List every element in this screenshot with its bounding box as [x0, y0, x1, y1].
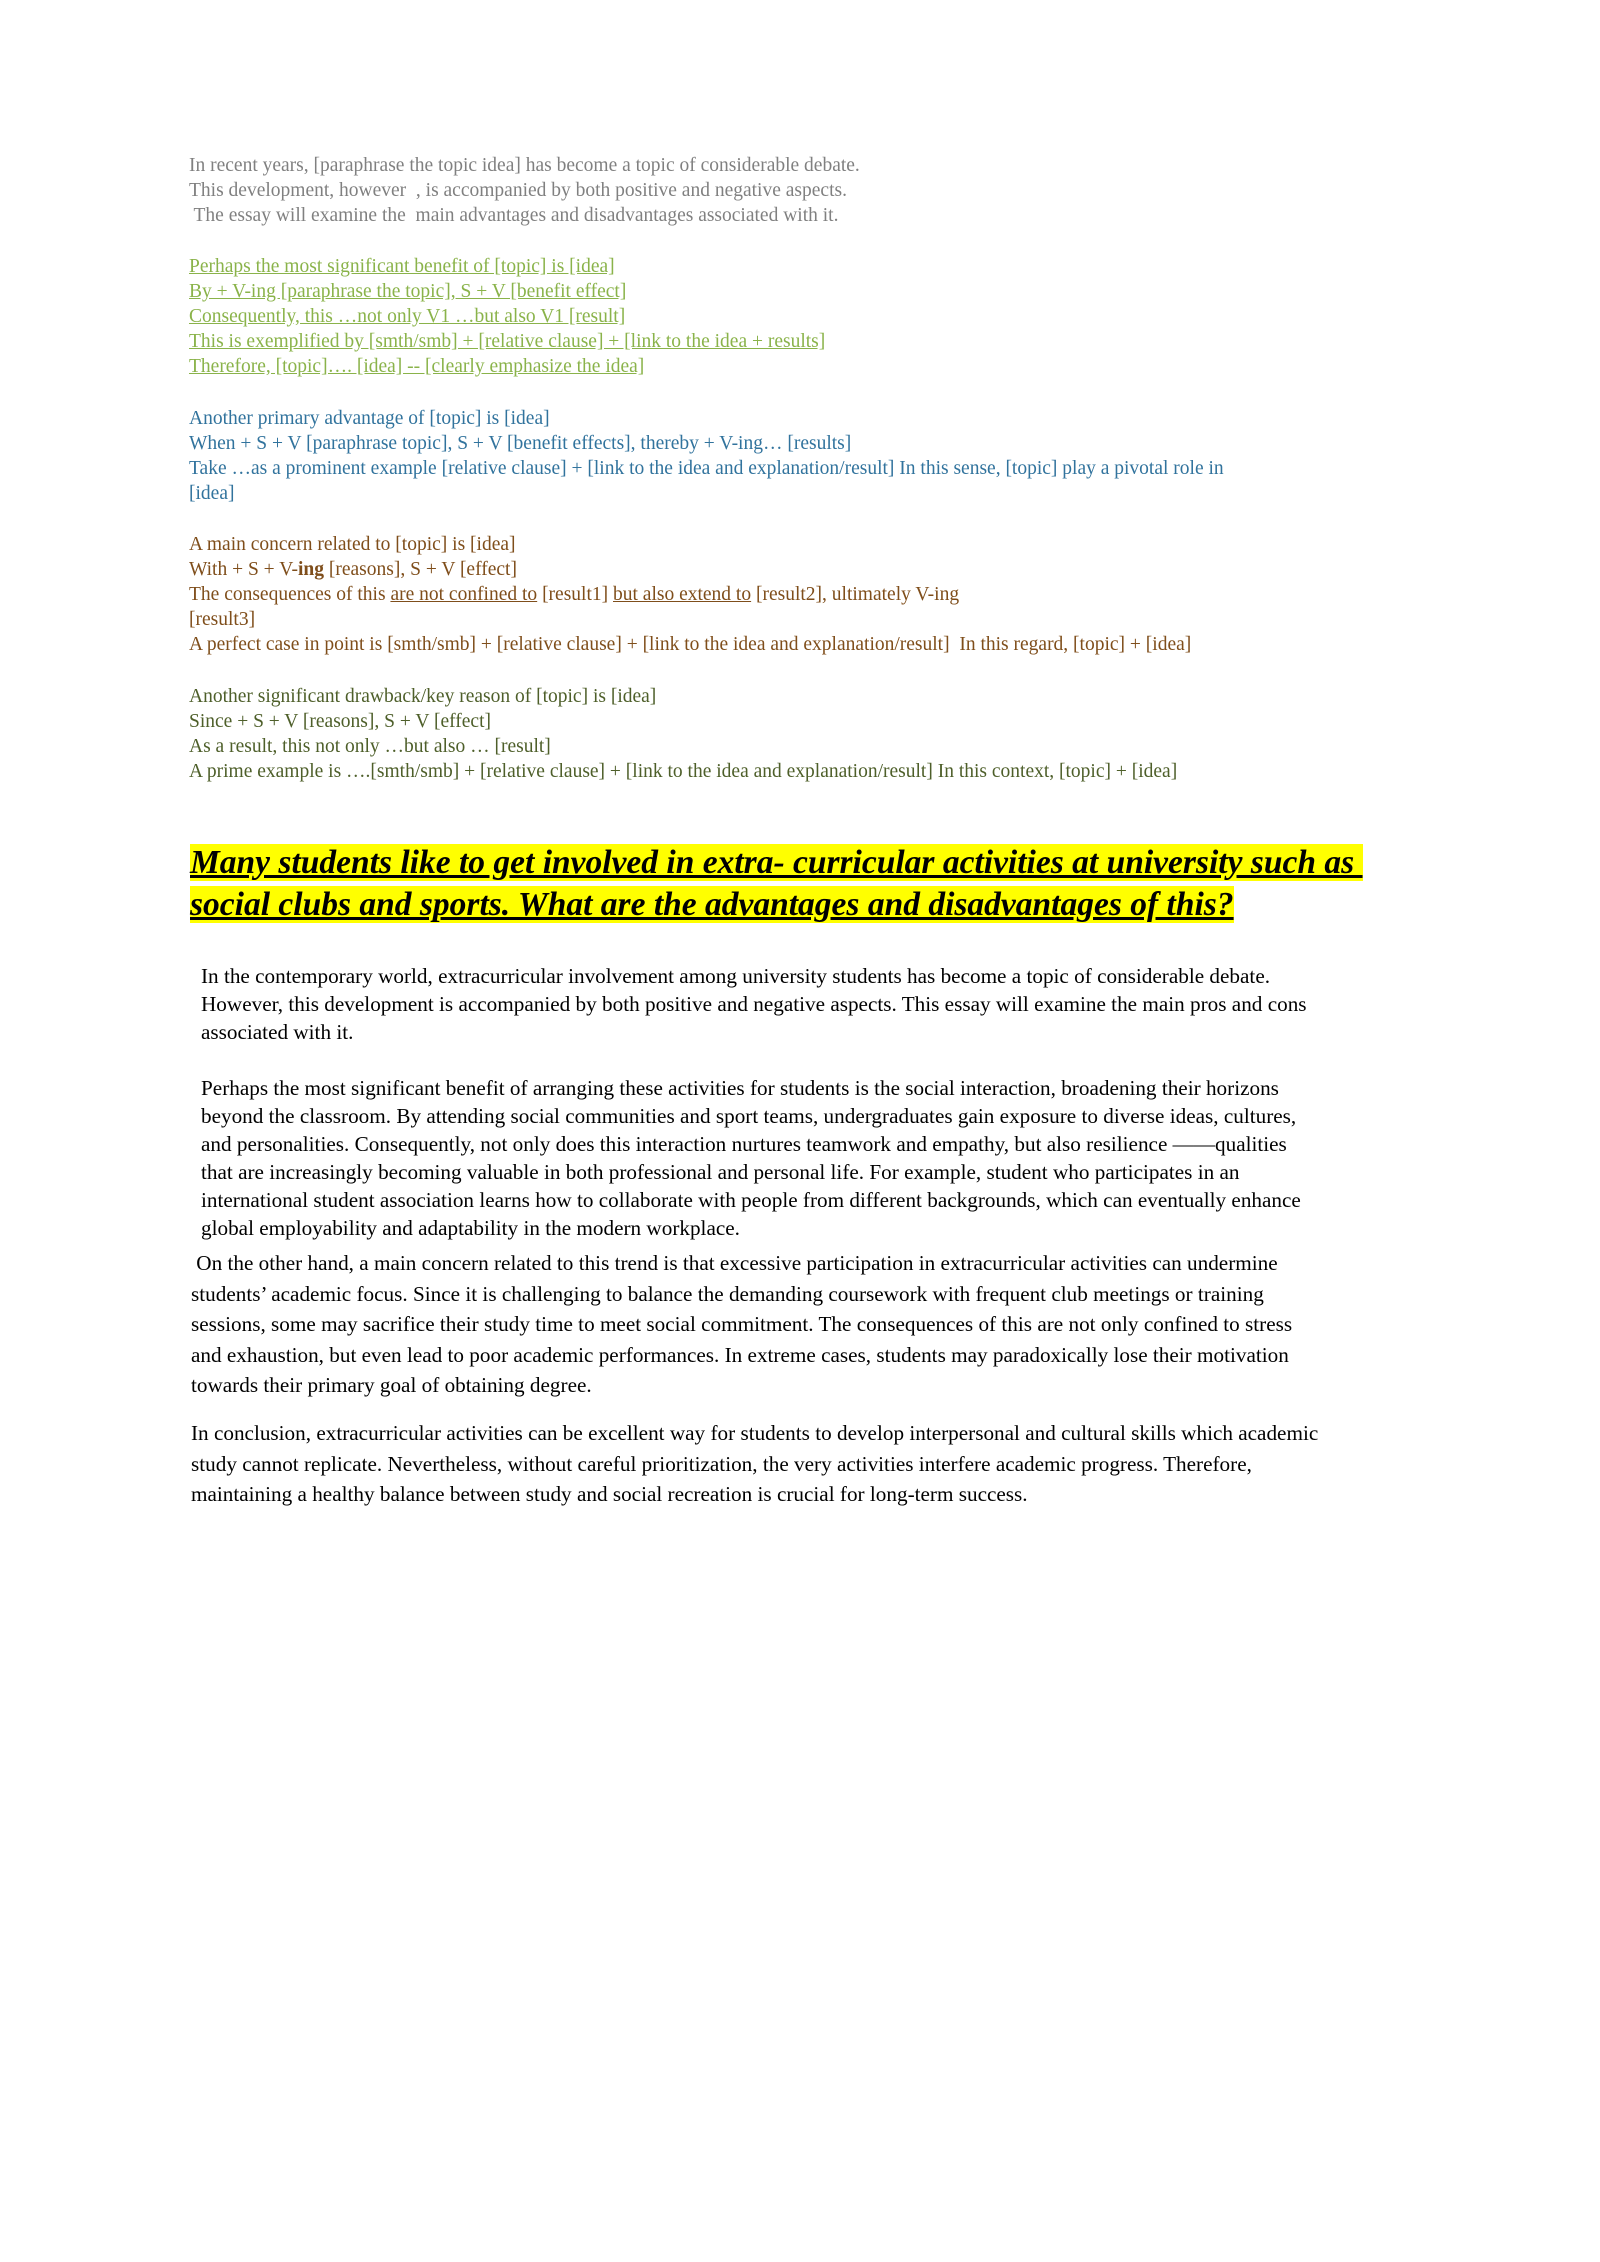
template-line: Another primary advantage of [topic] is [idea]: [189, 408, 550, 429]
template-line: Perhaps the most significant benefit of [topic] is [idea]: [189, 256, 615, 277]
template-intro: [189, 153, 860, 228]
template-line: As a result, this not only …but also … [result]: [189, 736, 551, 757]
text-run: [result1]: [537, 584, 613, 605]
template-line: Since + S + V [reasons], S + V [effect]: [189, 711, 491, 732]
essay-introduction: [201, 962, 1307, 1046]
essay-line: sessions, some may sacrifice their study time to meet social commitment. The consequences of this are not only confined to stress: [191, 1312, 1293, 1336]
template-line: [189, 557, 1191, 582]
essay-line: However, this development is accompanied by both positive and negative aspects. This essay will examine the main pros and cons: [201, 992, 1307, 1016]
essay-body-2: [191, 1248, 1292, 1401]
essay-line: beyond the classroom. By attending social communities and sport teams, undergraduates gain exposure to diverse ideas, cultures,: [201, 1104, 1297, 1128]
essay-line: global employability and adaptability in the modern workplace.: [201, 1216, 740, 1240]
template-line: Another significant drawback/key reason of [topic] is [idea]: [189, 686, 657, 707]
text-run: [result2], ultimately V-ing: [751, 584, 960, 605]
essay-line: and exhaustion, but even lead to poor academic performances. In extreme cases, students may paradoxically lose their motivation: [191, 1342, 1289, 1367]
essay-line: Perhaps the most significant benefit of arranging these activities for students is the social interaction, broadening their horizons: [201, 1076, 1279, 1100]
template-line: In recent years, [paraphrase the topic idea] has become a topic of considerable debate.: [189, 155, 860, 176]
text-run: With + S + V-: [189, 559, 298, 580]
essay-line: international student association learns how to collaborate with people from different backgrounds, which can eventually enhance: [201, 1188, 1301, 1212]
essay-line: towards their primary goal of obtaining degree.: [191, 1373, 592, 1397]
essay-line: maintaining a healthy balance between study and social recreation is crucial for long-term success.: [191, 1482, 1028, 1506]
template-line: Therefore, [topic]…. [idea] -- [clearly emphasize the idea]: [189, 356, 645, 377]
question-line: [190, 842, 1480, 884]
essay-line: that are increasingly becoming valuable in both professional and personal life. For example, student who participates in an: [201, 1160, 1240, 1184]
underlined-text-run: but also extend to: [613, 584, 752, 605]
template-line: The essay will examine the main advantages and disadvantages associated with it.: [189, 205, 839, 226]
template-advantage-2: [189, 406, 1224, 506]
template-line: [result3]: [189, 609, 256, 630]
essay-line: In the contemporary world, extracurricular involvement among university students has become a topic of considerable debate.: [201, 964, 1271, 988]
bold-text-run: ing: [297, 559, 324, 580]
template-line: [189, 582, 1191, 607]
template-advantage-1: [189, 254, 825, 379]
essay-body-1: [201, 1074, 1301, 1242]
highlighted-text: social clubs and sports. What are the advantages and disadvantages of this?: [190, 886, 1234, 923]
template-line: By + V-ing [paraphrase the topic], S + V [benefit effect]: [189, 281, 627, 302]
highlighted-text: Many students like to get involved in extra- curricular activities at university such as: [190, 844, 1363, 881]
essay-line: and personalities. Consequently, not only does this interaction nurtures teamwork and empathy, but also resilience ——qualities: [201, 1132, 1287, 1156]
essay-line: students’ academic focus. Since it is challenging to balance the demanding coursework with frequent club meetings or training: [191, 1281, 1264, 1306]
template-line: When + S + V [paraphrase topic], S + V [benefit effects], thereby + V-ing… [results]: [189, 433, 852, 454]
template-line: [idea]: [189, 483, 235, 504]
text-run: The consequences of this: [189, 584, 391, 605]
template-line: Take …as a prominent example [relative clause] + [link to the idea and explanation/result] In this sense, [topic] play a pivotal role in: [189, 458, 1224, 479]
essay-line: In conclusion, extracurricular activities can be excellent way for students to develop interpersonal and cultural skills which academic: [191, 1421, 1319, 1445]
template-disadvantage-2: [189, 684, 1177, 784]
template-line: A perfect case in point is [smth/smb] + [relative clause] + [link to the idea and explanation/result] In this regard, [topic] + [idea]: [189, 634, 1192, 655]
template-line: Consequently, this …not only V1 …but also V1 [result]: [189, 306, 626, 327]
template-line: This development, however , is accompanied by both positive and negative aspects.: [189, 180, 847, 201]
underlined-text-run: are not confined to: [390, 584, 538, 605]
question-line: [190, 884, 1480, 926]
essay-question: [190, 842, 1480, 926]
essay-line: associated with it.: [201, 1020, 354, 1044]
template-line: A main concern related to [topic] is [idea]: [189, 534, 516, 555]
template-disadvantage-1: [189, 532, 1191, 657]
template-line: This is exemplified by [smth/smb] + [relative clause] + [link to the idea + results]: [189, 331, 826, 352]
essay-line: On the other hand, a main concern related to this trend is that excessive participation in extracurricular activities can undermine: [191, 1251, 1278, 1275]
text-run: [reasons], S + V [effect]: [324, 559, 517, 580]
essay-conclusion: [191, 1418, 1318, 1510]
template-line: A prime example is ….[smth/smb] + [relative clause] + [link to the idea and explanation/result] In this context, [topic] + [idea]: [189, 761, 1178, 782]
essay-line: study cannot replicate. Nevertheless, without careful prioritization, the very activities interfere academic progress. Therefore,: [191, 1451, 1252, 1476]
